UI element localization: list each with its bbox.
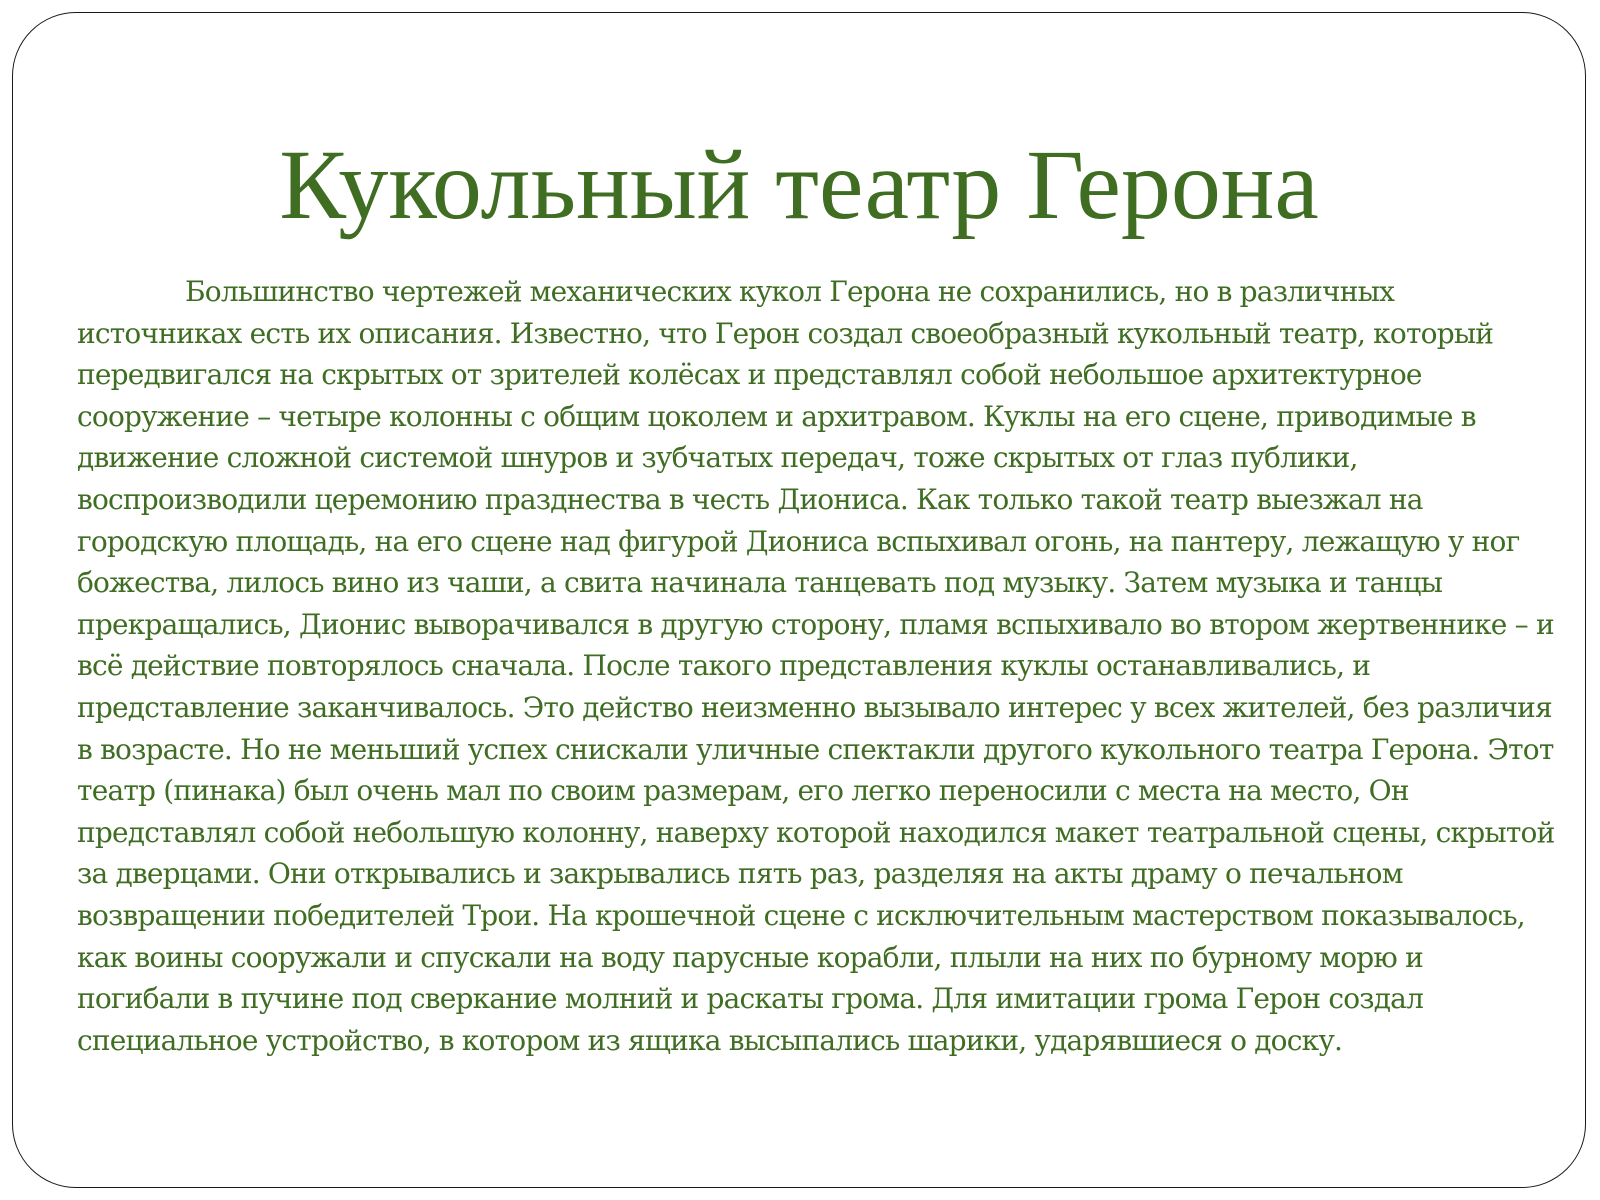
slide-title: Кукольный театр Герона: [279, 129, 1319, 240]
slide-frame: [12, 12, 1586, 1188]
slide-body-text: Большинство чертежей механических кукол Герона не сохранились, но в различных источниках есть их описания. Известно, что Герон создал своеобразный кукольный театр, который передвигался на скрытых от зрителей колёсах и представлял собой небольшое архитектурное сооружение – четыре колонны с общим цоколем и архитравом. Куклы на его сцене, приводимые в движение сложной системой шнуров и зубчатых передач, тоже скрытых от глаз публики, воспроизводили церемонию празднества в честь Диониса. Как только такой театр выезжал на городскую площадь, на его сцене над фигурой Диониса вспыхивал огонь, на пантеру, лежащую у ног божества, лилось вино из чаши, а свита начинала танцевать под музыку. Затем музыка и танцы прекращались, Дионис выворачивался в другую сторону, пламя вспыхивало во втором жертвеннике – и всё действие повторялось сначала. После такого представления куклы останавливались, и представление заканчивалось. Это действо неизменно вызывало интерес у всех жителей, без различия в возрасте. Но не меньший успех снискали уличные спектакли другого кукольного театра Герона. Этот театр (пинака) был очень мал по своим размерам, его легко переносили с места на место, Он представлял собой небольшую колонну, наверху которой находился макет театральной сцены, скрытой за дверцами. Они открывались и закрывались пять раз, разделяя на акты драму о печальном возвращении победителей Трои. На крошечной сцене с исключительным мастерством показывалось, как воины сооружали и спускали на воду парусные корабли, плыли на них по бурному морю и погибали в пучине под сверкание молний и раскаты грома. Для имитации грома Герон создал специальное устройство, в котором из ящика высыпались шарики, ударявшиеся о доску.: [77, 275, 1555, 1057]
